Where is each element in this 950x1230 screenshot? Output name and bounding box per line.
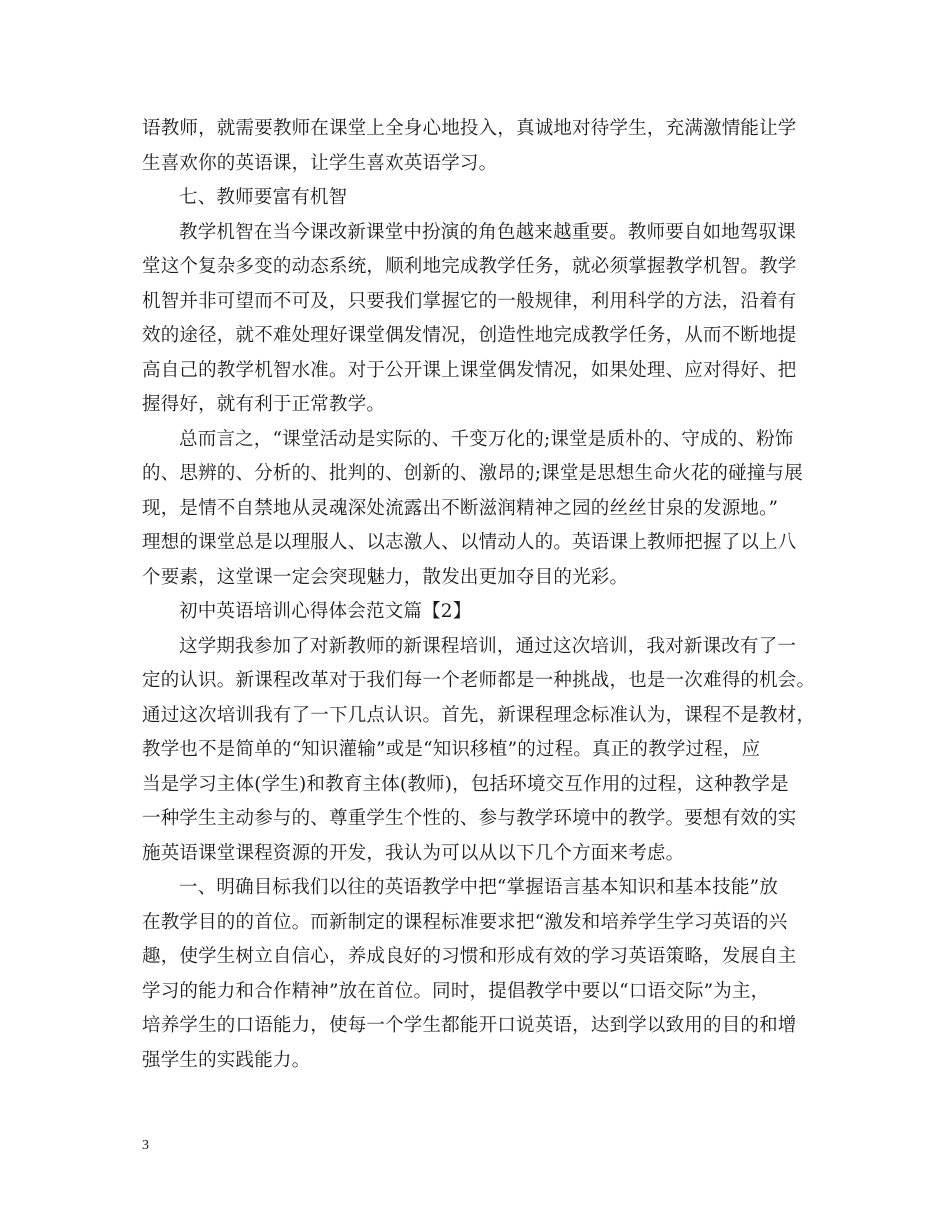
text-line: 当是学习主体(学生)和教育主体(教师)，包括环境交互作用的过程，这种教学是 — [142, 773, 789, 795]
text-line: 施英语课堂课程资源的开发，我认为可以从以下几个方面来考虑。 — [142, 842, 685, 864]
text-line: 的、思辨的、分析的、批判的、创新的、激昂的;课堂是思想生命火花的碰撞与展 — [142, 463, 803, 484]
paragraph — [142, 871, 810, 1078]
text-line: 在教学目的的首位。而新制定的课程标准要求把“激发和培养学生学习英语的兴 — [142, 911, 788, 933]
text-line: 理想的课堂总是以理服人、以志激人、以情动人的。英语课上教师把握了以上八 — [142, 532, 797, 553]
text-line: 高自己的教学机智水准。对于公开课上课堂偶发情况，如果处理、应对得好、把 — [142, 359, 797, 381]
text-line: 初中英语培训心得体会范文篇【2】 — [179, 601, 472, 622]
text-line: 握得好，就有利于正常教学。 — [142, 394, 386, 415]
paragraph — [142, 112, 810, 181]
text-line: 培养学生的口语能力，使每一个学生都能开口说英语，达到学以致用的目的和增 — [142, 1015, 797, 1036]
document-body — [142, 112, 816, 1078]
text-line: 生喜欢你的英语课，让学生喜欢英语学习。 — [142, 152, 498, 174]
text-line: 机智并非可望而不可及，只要我们掌握它的一般规律，利用科学的方法，沿着有 — [142, 290, 797, 312]
paragraph — [142, 216, 810, 423]
text-line: 个要素，这堂课一定会突现魅力，散发出更加夺目的光彩。 — [142, 566, 629, 588]
text-line: 强学生的实践能力。 — [142, 1049, 311, 1071]
text-line: 教学也不是简单的“知识灌输”或是“知识移植”的过程。真正的教学过程，应 — [142, 739, 761, 760]
text-line: 效的途径，就不难处理好课堂偶发情况，创造性地完成教学任务，从而不断地提 — [142, 325, 797, 346]
text-line: 通过这次培训我有了一下几点认识。首先，新课程理念标准认为，课程不是教材， — [142, 704, 816, 726]
text-line: 定的认识。新课程改革对于我们每一个老师都是一种挑战，也是一次难得的机会。 — [142, 670, 816, 691]
text-line: 现，是情不自禁地从灵魂深处流露出不断滋润精神之园的丝丝甘泉的发源地。” — [142, 497, 779, 519]
paragraph — [142, 630, 816, 872]
text-line: 语教师，就需要教师在课堂上全身心地投入，真诚地对待学生，充满激情能让学 — [142, 118, 797, 139]
text-line: 趣，使学生树立自信心，养成良好的习惯和形成有效的学习英语策略，发展自主 — [142, 946, 797, 967]
text-line: 学习的能力和合作精神”放在首位。同时，提倡教学中要以“口语交际”为主， — [142, 980, 770, 1002]
text-line: 堂这个复杂多变的动态系统，顺利地完成教学任务，就必须掌握教学机智。教学 — [142, 256, 797, 277]
text-line: 教学机智在当今课改新课堂中扮演的角色越来越重要。教师要自如地驾驭课 — [179, 221, 797, 243]
page-number: 3 — [142, 1138, 149, 1153]
section-heading — [142, 181, 810, 216]
text-line: 七、教师要富有机智 — [179, 187, 348, 208]
section-heading — [142, 595, 810, 630]
paragraph — [142, 423, 810, 596]
text-line: 这学期我参加了对新教师的新课程培训，通过这次培训，我对新课改有了一 — [179, 635, 797, 657]
text-line: 一种学生主动参与的、尊重学生个性的、参与教学环境中的教学。要想有效的实 — [142, 808, 797, 829]
text-line: 一、明确目标我们以往的英语教学中把“掌握语言基本知识和基本技能”放 — [179, 877, 779, 898]
text-line: 总而言之，“课堂活动是实际的、千变万化的;课堂是质朴的、守成的、粉饰 — [179, 428, 794, 450]
